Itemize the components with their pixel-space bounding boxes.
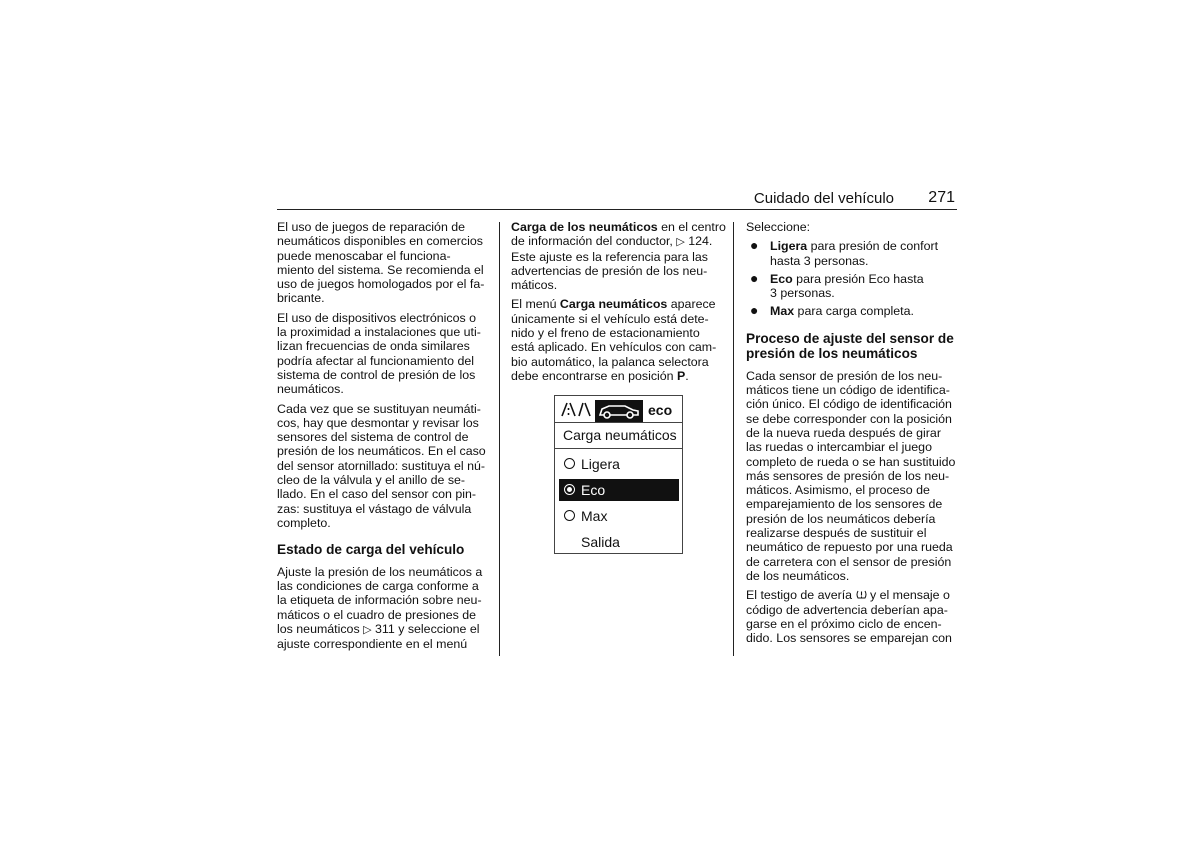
text-line: bio automático, la palanca selectora [511, 354, 709, 369]
option-ligera[interactable] [559, 453, 679, 475]
text-line [770, 239, 959, 253]
text-line [511, 369, 723, 383]
display-divider [555, 448, 682, 449]
option-label: Ligera [581, 456, 620, 472]
text-line: máticos tiene un código de identifica- [746, 383, 950, 398]
text-line: de carretera con el sensor de presión [746, 554, 952, 569]
heading-line: presión de los neumáticos [746, 346, 918, 362]
page-header [277, 187, 957, 210]
option-name: Max [770, 304, 795, 319]
radio-icon [564, 458, 575, 469]
text-line: ajuste correspondiente en el menú [277, 637, 468, 652]
text-line: presión de los neumáticos. En el caso [277, 444, 486, 459]
text-line [770, 304, 959, 318]
text-fragment: El menú [511, 297, 560, 312]
text-line: nido y el freno de estacionamiento [511, 326, 700, 341]
text-line: lizan frecuencias de onda similares [277, 339, 470, 354]
text-line: ción único. El código de identificación [746, 397, 952, 412]
text-line [511, 220, 726, 234]
option-label: Max [581, 508, 608, 524]
option-label: Eco [581, 482, 606, 498]
menu-name: Carga neumáticos [559, 297, 668, 312]
list-item [746, 304, 959, 318]
text-line [770, 272, 959, 286]
text-line: llado. En el caso del sensor con pin- [277, 487, 477, 502]
text-fragment: para carga completa. [794, 304, 914, 319]
text-line: las ruedas o intercambiar el juego [746, 440, 932, 455]
column-1 [277, 220, 490, 657]
display-tab-icons [555, 396, 682, 422]
text-line: El uso de dispositivos electrónicos o [277, 310, 477, 325]
text-line: las condiciones de carga conforme a [277, 579, 479, 594]
text-line: Cada sensor de presión de los neu- [746, 368, 943, 383]
text-fragment: para presión Eco hasta [792, 271, 924, 286]
bullet-icon: ● [750, 237, 759, 254]
text-line: de la nueva rueda después de girar [746, 425, 941, 440]
text-fragment: para presión de confort [807, 239, 939, 254]
paragraph [746, 588, 959, 645]
paragraph [277, 402, 490, 531]
text-line: más sensores de presión de los neu- [746, 468, 950, 483]
radio-icon [564, 510, 575, 521]
exit-label: Salida [581, 534, 620, 550]
column-divider [733, 222, 734, 656]
page-reference-icon: ▷ [676, 236, 685, 249]
text-line: neumáticos. [277, 382, 344, 397]
text-fragment: 311 y seleccione el [371, 621, 480, 636]
bullet-icon: ● [750, 302, 759, 319]
column-3 [746, 220, 959, 650]
paragraph [277, 311, 490, 397]
tire-pressure-warning-icon [856, 589, 867, 600]
paragraph [746, 220, 959, 234]
paragraph [277, 565, 490, 652]
text-line: la etiqueta de información sobre neu- [277, 593, 482, 608]
option-salida[interactable] [559, 531, 679, 553]
section-heading [746, 331, 959, 362]
text-fragment: aparece [667, 297, 716, 312]
gear-position: P [677, 368, 686, 383]
text-line: zas: sustituya el vástago de válvula [277, 501, 472, 516]
text-line: máticos. [511, 278, 558, 293]
text-line: Seleccione: [746, 220, 811, 234]
text-line: neumáticos disponibles en comercios [277, 234, 483, 249]
text-line: uso de juegos homologados por el fa- [277, 277, 485, 292]
text-line: miento del sistema. Se recomienda el [277, 262, 484, 277]
text-line: máticos o el cuadro de presiones de [277, 607, 477, 622]
menu-name: Carga de los neumáticos [511, 220, 658, 234]
text-line: únicamente si el vehículo está dete- [511, 311, 709, 326]
text-line: Este ajuste es la referencia para las [511, 249, 708, 264]
section-title: Cuidado del vehículo [753, 190, 894, 207]
text-line: completo. [277, 515, 331, 530]
text-fragment: los neumáticos [277, 621, 364, 636]
radio-selected-icon [564, 484, 575, 495]
paragraph [511, 220, 726, 293]
text-line: garse en el próximo ciclo de encen- [746, 616, 942, 631]
page-reference-icon: ▷ [363, 623, 372, 636]
text-fragment: en el centro [657, 220, 726, 234]
text-line [511, 234, 723, 249]
display-menu-title: Carga neumáticos [563, 427, 677, 443]
text-line: máticos. Asimismo, el proceso de [746, 483, 930, 498]
option-name: Ligera [770, 239, 808, 254]
text-line: Cada vez que se sustituyan neumáti- [277, 401, 481, 416]
text-fragment: El testigo de avería [746, 588, 856, 603]
text-line [511, 297, 723, 311]
lane-assist-icon [562, 403, 590, 416]
text-line: se debe corresponder con la posición [746, 411, 952, 426]
text-line: 3 personas. [770, 286, 835, 301]
text-line: sensores del sistema de control de [277, 430, 469, 445]
option-eco[interactable] [559, 479, 679, 501]
text-line: podría afectar al funcionamiento del [277, 353, 474, 368]
text-fragment: . [685, 368, 689, 383]
text-line: completo de rueda o se han sustituido [746, 454, 956, 469]
list-item [746, 239, 959, 268]
text-line: del sensor atornillado: sustituya el nú- [277, 458, 486, 473]
paragraph [511, 297, 723, 383]
text-line [277, 622, 490, 637]
page-number: 271 [928, 189, 955, 206]
heading-line: Proceso de ajuste del sensor de [746, 330, 954, 346]
paragraph [746, 369, 959, 583]
text-line: de los neumáticos. [746, 568, 850, 583]
text-line: está aplicado. En vehículos con cam- [511, 340, 717, 355]
option-name: Eco [770, 271, 793, 286]
text-line: presión de los neumáticos debería [746, 511, 936, 526]
driver-info-display [554, 395, 683, 554]
list-item [746, 269, 959, 301]
text-line: sistema de control de presión de los [277, 367, 476, 382]
option-max[interactable] [559, 505, 679, 527]
text-fragment: y el mensaje o [866, 588, 950, 603]
text-line: puede menoscabar el funciona- [277, 248, 451, 263]
text-fragment: debe encontrarse en posición [511, 368, 678, 383]
eco-tab: eco [648, 402, 673, 418]
text-line [746, 588, 959, 602]
column-divider [499, 222, 500, 656]
text-line: bricante. [277, 291, 325, 306]
text-line: hasta 3 personas. [770, 253, 869, 268]
text-line: Ajuste la presión de los neumáticos a [277, 564, 483, 579]
text-line: la proximidad a instalaciones que uti- [277, 325, 481, 340]
column-2 [511, 220, 726, 388]
text-line: realizarse después de sustituir el [746, 526, 927, 541]
text-line: dido. Los sensores se emparejan con [746, 631, 952, 646]
text-line: código de advertencia deberían apa- [746, 602, 948, 617]
display-tab-bar [555, 396, 682, 422]
text-line: neumático de repuesto por una rueda [746, 540, 953, 555]
text-line: cleo de la válvula y el anillo de se- [277, 473, 466, 488]
text-line: emparejamiento de los sensores de [746, 497, 943, 512]
section-heading: Estado de carga del vehículo [277, 542, 465, 558]
text-line: cos, hay que desmontar y revisar los [277, 415, 479, 430]
text-fragment: de información del conductor, [511, 234, 677, 249]
text-line: El uso de juegos de reparación de [277, 220, 466, 234]
paragraph [277, 220, 490, 306]
text-fragment: 124. [684, 234, 713, 249]
bullet-icon: ● [750, 269, 759, 286]
display-divider [555, 422, 682, 423]
text-line: advertencias de presión de los neu- [511, 263, 708, 278]
